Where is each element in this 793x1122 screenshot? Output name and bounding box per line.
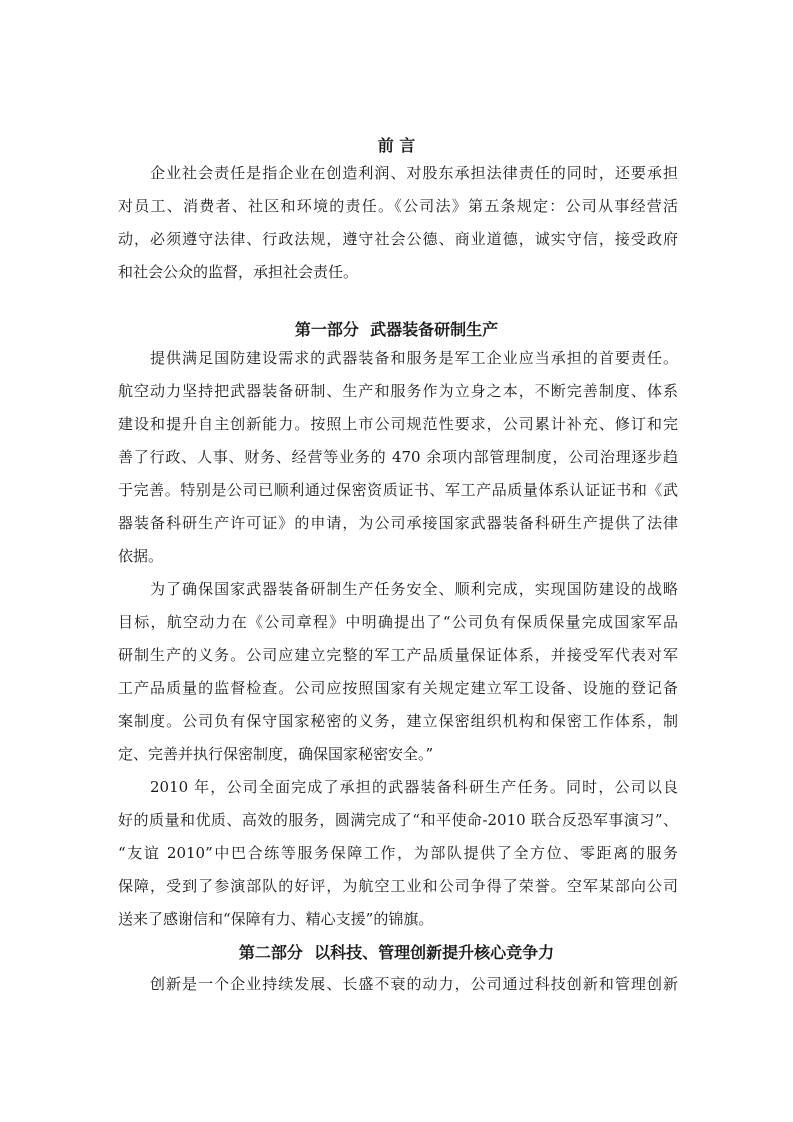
text-line: 建设和提升自主创新能力。按照上市公司规范性要求，公司累计补充、修订和完 — [118, 415, 678, 433]
part1-paragraph-2 — [118, 573, 678, 771]
part1-paragraph-3 — [118, 771, 678, 936]
text-line: 航空动力坚持把武器装备研制、生产和服务作为立身之本，不断完善制度、体系 — [118, 382, 678, 400]
text-line: 动，必须遵守法律、行政法规，遵守社会公德、商业道德，诚实守信，接受政府 — [118, 230, 678, 248]
part2-paragraph-1 — [118, 968, 678, 1001]
preface-paragraph — [118, 157, 678, 289]
text-line: 案制度。公司负有保守国家秘密的义务，建立保密组织机构和保密工作体系，制 — [118, 712, 678, 730]
text-line: “友谊 2010”中巴合练等服务保障工作，为部队提供了全方位、零距离的服务 — [118, 844, 678, 862]
preface-title: 前 言 — [377, 136, 416, 155]
text-line: 企业社会责任是指企业在创造利润、对股东承担法律责任的同时，还要承担 — [150, 164, 678, 182]
text-line: 为了确保国家武器装备研制生产任务安全、顺利完成，实现国防建设的战略 — [150, 580, 678, 598]
text-line: 送来了感谢信和“保障有力、精心支援”的锦旗。 — [118, 910, 434, 928]
text-line: 研制生产的义务。公司应建立完整的军工产品质量保证体系，并接受军代表对军 — [118, 646, 678, 664]
part1-title: 第一部分 武器装备研制生产 — [294, 320, 499, 339]
text-line: 提供满足国防建设需求的武器装备和服务是军工企业应当承担的首要责任。 — [150, 349, 678, 367]
text-line: 于完善。特别是公司已顺利通过保密资质证书、军工产品质量体系认证证书和《武 — [118, 481, 678, 499]
text-line: 器装备科研生产许可证》的申请，为公司承接国家武器装备科研生产提供了法律 — [118, 514, 678, 532]
text-line: 工产品质量的监督检查。公司应按照国家有关规定建立军工设备、设施的登记备 — [118, 679, 678, 697]
text-line: 目标，航空动力在《公司章程》中明确提出了“公司负有保质保量完成国家军品 — [118, 613, 678, 631]
part1-paragraph-1 — [118, 342, 678, 573]
text-line: 定、完善并执行保密制度，确保国家秘密安全。” — [118, 745, 434, 763]
text-line: 和社会公众的监督，承担社会责任。 — [118, 263, 359, 281]
text-line: 善了行政、人事、财务、经营等业务的 470 余项内部管理制度，公司治理逐步趋 — [118, 448, 678, 466]
text-line: 好的质量和优质、高效的服务，圆满完成了“和平使命-2010 联合反恐军事演习”、 — [118, 811, 678, 829]
text-line: 保障，受到了参演部队的好评，为航空工业和公司争得了荣誉。空军某部向公司 — [118, 877, 678, 895]
text-line: 2010 年，公司全面完成了承担的武器装备科研生产任务。同时，公司以良 — [150, 778, 678, 796]
text-line: 创新是一个企业持续发展、长盛不衰的动力，公司通过科技创新和管理创新 — [150, 975, 678, 993]
part2-title: 第二部分 以科技、管理创新提升核心竞争力 — [238, 943, 555, 962]
text-line: 依据。 — [118, 547, 164, 565]
text-line: 对员工、消费者、社区和环境的责任。《公司法》第五条规定：公司从事经营活 — [118, 197, 678, 215]
